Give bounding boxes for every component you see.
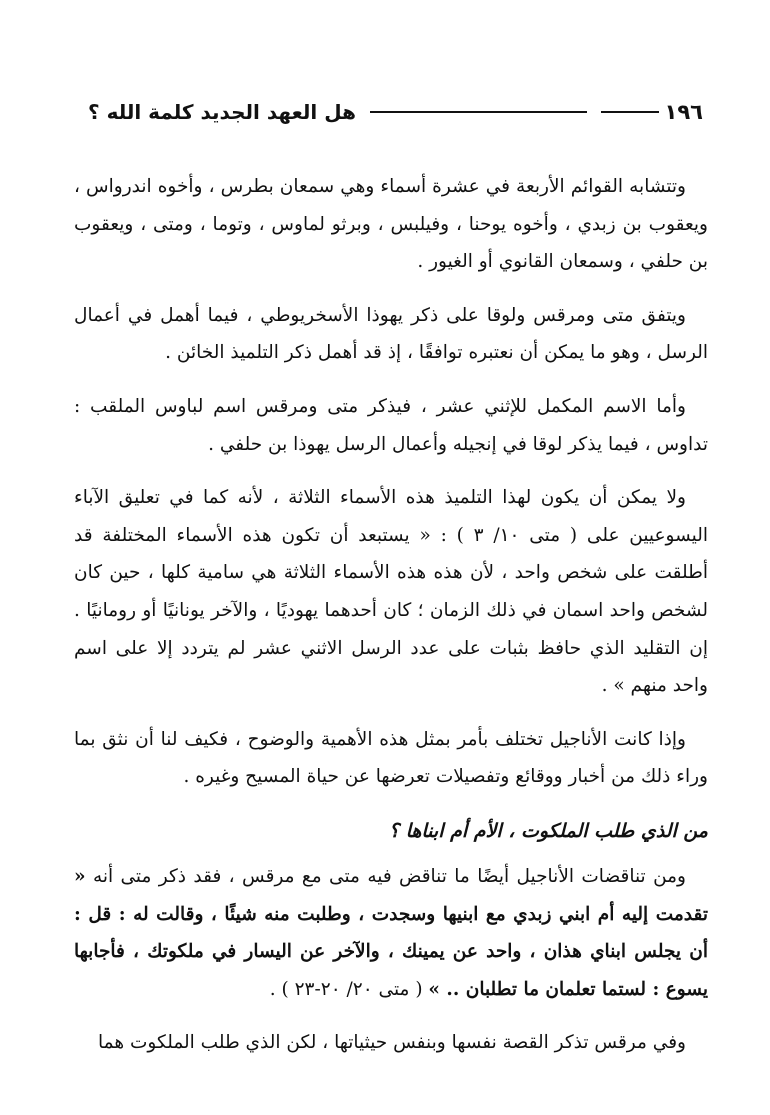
running-header: [88, 92, 703, 132]
scripture-reference: ( متى ٢٠/ ٢٠-٢٣ ) .: [269, 978, 423, 1000]
paragraph-with-quote: [74, 858, 708, 1008]
header-rule-long: [370, 111, 587, 113]
page-body: [74, 168, 708, 1074]
book-title: هل العهد الجديد كلمة الله ؟: [88, 100, 356, 124]
page-number: ١٩٦: [664, 100, 703, 124]
paragraph: ولا يمكن أن يكون لهذا التلميذ هذه الأسماء الثلاثة ، لأنه كما في تعليق الآباء اليسوعيين على ( متى ١٠/ ٣ ) : « يستبعد أن تكون هذه الأسماء المختلفة قد أطلقت على شخص واحد ، لأن هذه هذه الأسماء الثلاثة هي سامية كلها ، حين كان لشخص واحد اسمان في ذلك الزمان ؛ كان أحدهما يهوديًا ، والآخر يونانيًا أو رومانيًا . إن التقليد الذي حافظ بثبات على عدد الرسل الاثني عشر لم يتردد إلا على اسم واحد منهم » .: [74, 487, 708, 697]
gospel-quote: « تقدمت إليه أم ابني زبدي مع ابنيها وسجدت ، وطلبت منه شيئًا ، وقالت له : قل : أن يجلس ابناي هذان ، واحد عن يمينك ، والآخر عن اليسار في ملكوتك ، فأجابها يسوع : لستما تعلمان ما تطلبان .. »: [74, 865, 708, 1000]
paragraph: وإذا كانت الأناجيل تختلف بأمر بمثل هذه الأهمية والوضوح ، فكيف لنا أن نثق بما وراء ذلك من أخبار ووقائع وتفصيلات تعرضها عن حياة المسيح وغيره .: [74, 728, 708, 788]
header-rule-short: [601, 111, 659, 113]
paragraph: وتتشابه القوائم الأربعة في عشرة أسماء وهي سمعان بطرس ، وأخوه اندرواس ، ويعقوب بن زبدي ، وأخوه يوحنا ، وفيلبس ، وبرثو لماوس ، وتوما ، ومتى ، ويعقوب بن حلفي ، وسمعان القانوي أو الغيور .: [74, 176, 708, 273]
paragraph-intro: ومن تناقضات الأناجيل أيضًا ما تناقض فيه متى مع مرقس ، فقد ذكر متى أنه: [92, 865, 686, 887]
paragraph: ويتفق متى ومرقس ولوقا على ذكر يهوذا الأسخريوطي ، فيما أهمل في أعمال الرسل ، وهو ما يمكن أن نعتبره توافقًا ، إذ قد أهمل ذكر التلميذ الخائن .: [74, 304, 708, 364]
paragraph: وأما الاسم المكمل للإثني عشر ، فيذكر متى ومرقس اسم لباوس الملقب : تداوس ، فيما يذكر لوقا في إنجيله وأعمال الرسل يهوذا بن حلفي .: [74, 395, 708, 455]
paragraph: وفي مرقس تذكر القصة نفسها وبنفس حيثياتها ، لكن الذي طلب الملكوت هما: [98, 1032, 686, 1054]
section-heading: من الذي طلب الملكوت ، الأم أم ابناها ؟: [388, 819, 708, 842]
